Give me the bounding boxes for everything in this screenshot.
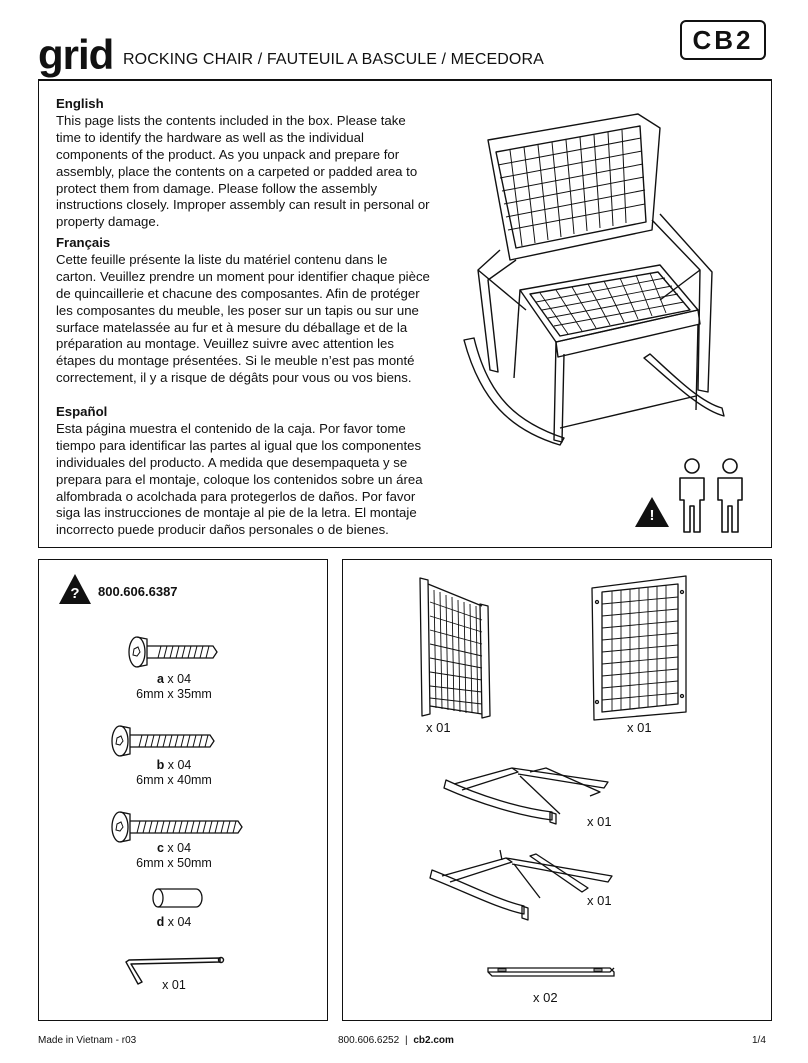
warning-mark: ! bbox=[649, 507, 655, 524]
rocker-left-qty: x 01 bbox=[587, 814, 612, 829]
intro-french bbox=[56, 235, 431, 387]
spanish-heading: Español bbox=[56, 404, 108, 419]
product-title: ROCKING CHAIR / FAUTEUIL A BASCULE / MECEDORA bbox=[123, 51, 544, 68]
brand-name: grid bbox=[38, 31, 114, 78]
hardware-b-qty: x 04 bbox=[164, 758, 192, 772]
hardware-d-letter: d bbox=[156, 915, 165, 929]
footer-origin: Made in Vietnam - r03 bbox=[38, 1035, 137, 1046]
seat-frame-illustration bbox=[588, 572, 690, 722]
hardware-b-caption bbox=[104, 758, 244, 788]
rocking-chair-illustration bbox=[460, 110, 740, 460]
footer-separator: | bbox=[404, 1035, 408, 1046]
stretcher-rail-illustration bbox=[486, 964, 616, 980]
french-text: Cette feuille présente la liste du matériel contenu dans le carton. Veuillez prendre un moment pour identifier chaque pièce de quincaillerie et chacune des composantes. Afin de protéger les composantes du meuble, les poser sur un tapis ou sur une surface matelassée au fur et à mesure du déballage et de la préparation au montage. Veuillez suivre avec attention les étapes du montage présentées. Si le meuble n’est pas monté correctement, il y a risque de dégâts pour vous ou vos biens. bbox=[56, 251, 430, 386]
cb2-logo: CB2 bbox=[680, 20, 766, 60]
hardware-b-letter: b bbox=[156, 758, 165, 772]
rocker-right-qty: x 01 bbox=[587, 893, 612, 908]
hardware-d-qty: x 04 bbox=[164, 915, 192, 929]
french-heading: Français bbox=[56, 235, 111, 250]
help-mark: ? bbox=[70, 585, 80, 602]
hardware-c-letter: c bbox=[156, 841, 164, 855]
hardware-a-size: 6mm x 35mm bbox=[136, 687, 212, 701]
footer-contact bbox=[338, 1035, 454, 1047]
rocker-side-right-illustration bbox=[428, 848, 618, 928]
bolt-a-illustration bbox=[125, 634, 220, 670]
hardware-c-size: 6mm x 50mm bbox=[136, 856, 212, 870]
hardware-a-caption bbox=[104, 672, 244, 702]
back-frame-qty: x 01 bbox=[426, 720, 451, 735]
allen-key-qty: x 01 bbox=[162, 978, 186, 992]
spanish-text: Esta página muestra el contenido de la caja. Por favor tome tiempo para identificar las partes al igual que los componentes individuales del producto. A medida que desempaqueta y se prepara para el montaje, coloque los contenidos sobre un área alfombrada o acolchada para protegerlos de daños. Por favor siga las instrucciones de montaje al pie de la letra. El montaje incorrecto puede producir daños personales o de bienes. bbox=[56, 420, 423, 538]
seat-frame-qty: x 01 bbox=[627, 720, 652, 735]
english-text: This page lists the contents included in the box. Please take time to identify the hardware as well as the individual components of the product. As you unpack and prepare for assembly, place the contents on a carpeted or padded area to protect them from damage. Please follow the assembly instructions closely. Improper assembly can result in personal or property damage. bbox=[56, 112, 430, 230]
hardware-d-caption bbox=[104, 915, 244, 930]
footer-phone: 800.606.6252 bbox=[338, 1035, 400, 1046]
footer-website: cb2.com bbox=[413, 1035, 454, 1046]
help-phone: 800.606.6387 bbox=[98, 584, 178, 599]
footer-page-number: 1/4 bbox=[752, 1035, 766, 1046]
dowel-d-illustration bbox=[150, 886, 206, 910]
intro-english bbox=[56, 96, 431, 231]
hardware-b-size: 6mm x 40mm bbox=[136, 773, 212, 787]
intro-spanish bbox=[56, 404, 431, 539]
hardware-c-qty: x 04 bbox=[163, 841, 192, 855]
hardware-a-qty: x 04 bbox=[163, 672, 192, 686]
two-person-assembly-icon bbox=[674, 456, 754, 536]
stretcher-rail-qty: x 02 bbox=[533, 990, 558, 1005]
hardware-c-caption bbox=[104, 841, 244, 871]
english-heading: English bbox=[56, 96, 104, 111]
hardware-a-letter: a bbox=[156, 672, 164, 686]
bolt-b-illustration bbox=[108, 722, 218, 760]
back-frame-illustration bbox=[410, 574, 494, 722]
